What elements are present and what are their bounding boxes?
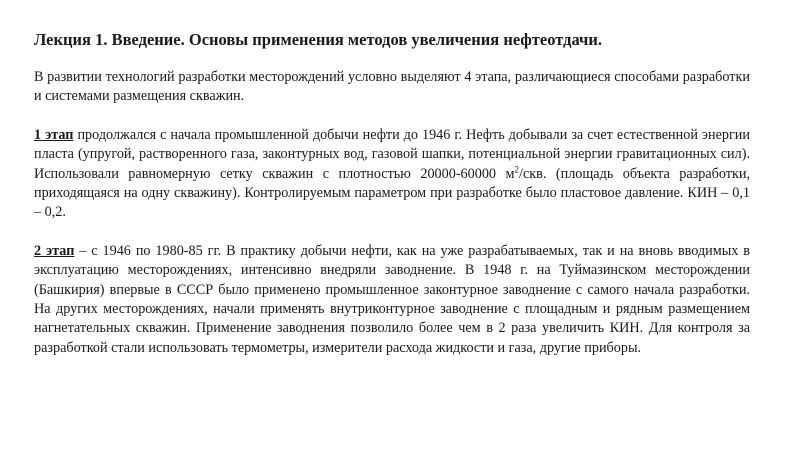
stage-1-label: 1 этап [34, 126, 74, 143]
slide-content [34, 30, 750, 377]
lecture-title: Лекция 1. Введение. Основы применения методов увеличения нефтеотдачи. [34, 30, 602, 49]
intro-paragraph: В развитии технологий разработки месторождений условно выделяют 4 этапа, различающиеся способами разработки и системами размещения скважин. [34, 69, 750, 105]
stage-1-text-a: продолжался с начала промышленной добычи нефти до 1946 г. Нефть добывали за счет естественной энергии пласта (упругой, растворенного газа, законтурных вод, газовой шапки, потенциальной энергии гравитационных сил). Использовали равномерную сетку скважин с плотностью 20000-60000 м [34, 126, 750, 182]
stage-1-superscript: 2 [514, 163, 520, 174]
stage-1-paragraph [34, 126, 750, 223]
stage-2-text: – с 1946 по 1980-85 гг. В практику добычи нефти, как на уже разрабатываемых, так и на вновь вводимых в эксплуатацию месторождениях, интенсивно внедряли заводнение. В 1948 г. на Туймазинском месторождении (Башкирия) впервые в СССР было применено промышленное законтурное заводнение с самого начала разработки. На других месторождениях, начали применять внутриконтурное заводнение с площадным и рядным размещением нагнетательных скважин. Применение заводнения позволило более чем в 2 раза увеличить КИН. Для контроля за разработкой стали использовать термометры, измерители расхода жидкости и газа, другие приборы. [34, 242, 750, 356]
stage-2-paragraph [34, 242, 750, 358]
stage-2-label: 2 этап [34, 242, 75, 259]
stage-1-text-b: /скв. (площадь объекта разработки, приходящаяся на одну скважину). Контролируемым параметром при разработке было пластовое давление. КИН – 0,1 – 0,2. [34, 165, 750, 221]
